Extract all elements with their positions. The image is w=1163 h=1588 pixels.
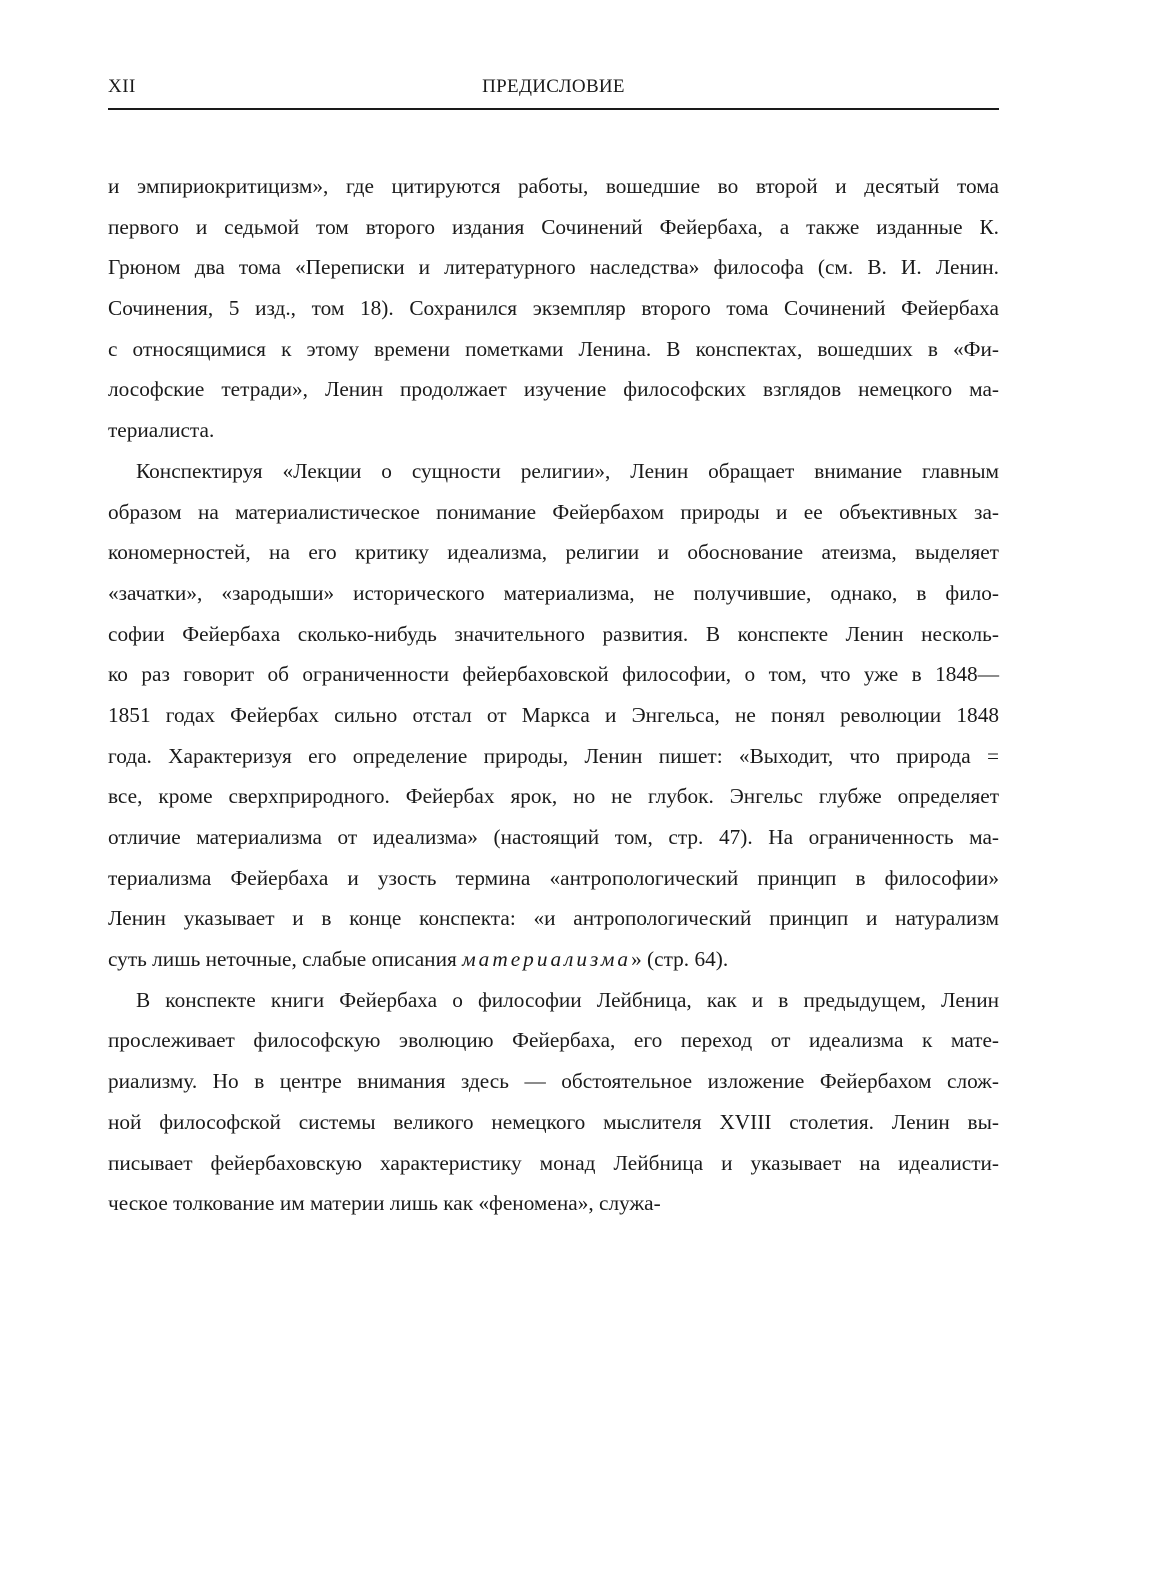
text-line: кономерностей, на его критику идеализма, религии и обоснование атеизма, выделяет [108,540,999,565]
text-line: Сочинения, 5 изд., том 18). Сохранился экземпляр второго тома Сочинений Фейербаха [108,296,999,321]
text-line: «зачатки», «зародыши» исторического материализма, не получившие, однако, в фило- [108,580,999,605]
page-number: XII [108,76,136,97]
text-line: года. Характеризуя его определение природы, Ленин пишет: «Выходит, что природа = [108,743,999,768]
text-line: ко раз говорит об ограниченности фейербаховской философии, о том, что уже в 1848— [108,662,999,687]
emphasized-word: материализма [462,947,632,972]
text-line: с относящимися к этому времени пометками Ленина. В конспектах, вошедших в «Фи- [108,336,999,361]
text-line: лософские тетради», Ленин продолжает изучение философских взглядов немецкого ма- [108,377,999,402]
text-line: и эмпириокритицизм», где цитируются работы, вошедшие во второй и десятый тома [108,174,999,198]
running-title: ПРЕДИСЛОВИЕ [482,76,625,97]
text-line: писывает фейербаховскую характеристику монад Лейбница и указывает на идеалисти- [108,1150,999,1175]
text-run: » (стр. 64). [631,947,729,972]
text-line: Грюном два тома «Переписки и литературного наследства» философа (см. В. И. Ленин. [108,255,999,280]
text-line: териалиста. [108,418,215,443]
text-line: Ленин указывает и в конце конспекта: «и антропологический принцип и натурализм [108,906,999,931]
body-text [108,166,999,1224]
paragraph-3 [108,980,999,1224]
text-line: отличие материализма от идеализма» (настоящий том, стр. 47). На ограниченность ма- [108,825,999,849]
paragraph-2 [108,451,999,980]
text-line: 1851 годах Фейербах сильно отстал от Маркса и Энгельса, не понял революции 1848 [108,702,999,727]
paragraph-1 [108,166,999,451]
text-line: все, кроме сверхприродного. Фейербах ярок, но не глубок. Энгельс глубже определяет [108,784,999,809]
text-line: риализму. Но в центре внимания здесь — обстоятельное изложение Фейербахом слож- [108,1069,999,1094]
text-line: териализма Фейербаха и узость термина «антропологический принцип в философии» [108,865,999,890]
text-line: первого и седьмой том второго издания Сочинений Фейербаха, а также изданные К. [108,214,999,239]
text-run: суть лишь неточные, слабые описания [108,947,463,972]
page-header [108,74,999,110]
text-line: софии Фейербаха сколько-нибудь значительного развития. В конспекте Ленин несколь- [108,621,999,646]
text-line: Конспектируя «Лекции о сущности религии», Ленин обращает внимание главным [136,458,999,483]
text-line: В конспекте книги Фейербаха о философии Лейбница, как и в предыдущем, Ленин [136,987,999,1012]
text-line: ческое толкование им материи лишь как «феномена», служа- [108,1191,661,1216]
text-line-with-emphasis [108,939,999,980]
text-line: образом на материалистическое понимание Фейербахом природы и ее объективных за- [108,499,999,524]
text-line: ной философской системы великого немецкого мыслителя XVIII столетия. Ленин вы- [108,1109,999,1134]
text-line: прослеживает философскую эволюцию Фейербаха, его переход от идеализма к мате- [108,1028,999,1053]
